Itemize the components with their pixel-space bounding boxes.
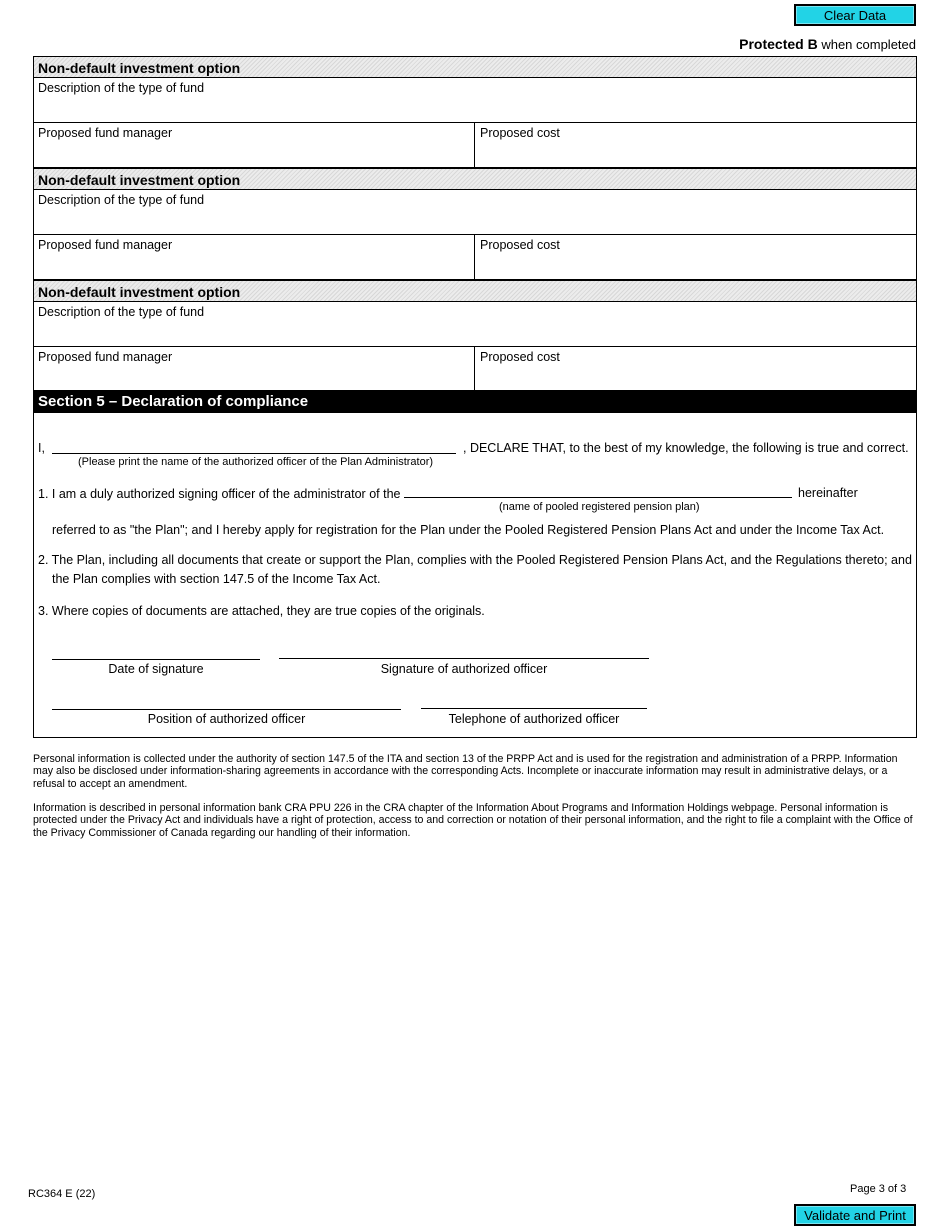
option-3-manager-label: Proposed fund manager: [38, 350, 173, 364]
item-1-hereinafter: hereinafter: [798, 486, 858, 500]
option-1-manager-field[interactable]: [35, 141, 472, 166]
date-of-signature-input[interactable]: [52, 640, 260, 659]
plan-name-hint: (name of pooled registered pension plan): [499, 501, 700, 513]
item-3-text: 3. Where copies of documents are attached, they are true copies of the originals.: [38, 604, 485, 618]
option-1-divider: [33, 122, 917, 123]
signature-line: [279, 658, 649, 659]
position-label: Position of authorized officer: [147, 712, 306, 726]
option-1-manager-label: Proposed fund manager: [38, 126, 173, 140]
option-1-header: Non-default investment option: [33, 56, 917, 78]
option-3-split: [474, 346, 475, 390]
officer-name-hint: (Please print the name of the authorized officer of the Plan Administrator): [78, 456, 434, 468]
option-2-split: [474, 234, 475, 279]
protected-suffix: when completed: [817, 37, 916, 52]
option-3-manager-field[interactable]: [35, 365, 472, 389]
section-5-header: Section 5 – Declaration of compliance: [33, 390, 917, 413]
privacy-notice-1: Personal information is collected under the authority of section 147.5 of the ITA and section 13 of the PRPP Act and is used for the registration and administration of a PRPP. Information may also be disclosed under information-sharing agreements in accordance with the corresponding Acts. Incomplete or inaccurate information may result in administrative delays, or a refusal to accept an amendment.: [33, 753, 898, 790]
plan-name-line: [404, 497, 792, 498]
option-2-manager-label: Proposed fund manager: [38, 238, 173, 252]
option-2-cost-field[interactable]: [477, 253, 915, 278]
officer-name-line: [52, 453, 456, 454]
position-input[interactable]: [52, 690, 401, 709]
date-of-signature-label: Date of signature: [108, 662, 204, 676]
option-3-cost-field[interactable]: [477, 365, 915, 389]
option-1-split: [474, 122, 475, 167]
option-2-description-field[interactable]: [35, 208, 915, 234]
option-3-header: Non-default investment option: [33, 280, 917, 302]
option-3-description-field[interactable]: [35, 320, 915, 346]
position-line: [52, 709, 401, 710]
item-2-line-1: 2. The Plan, including all documents that create or support the Plan, complies with the Pooled Registered Pension Plans Act, and the Regulations thereto; and: [38, 553, 912, 567]
officer-name-input[interactable]: [52, 437, 456, 453]
protected-b: Protected B: [739, 36, 818, 52]
clear-data-button[interactable]: Clear Data: [794, 4, 916, 26]
option-3-divider: [33, 346, 917, 347]
item-1-continuation: referred to as "the Plan"; and I hereby apply for registration for the Plan under the Pooled Registered Pension Plans Act and under the Income Tax Act.: [52, 523, 885, 537]
option-2-divider: [33, 234, 917, 235]
protected-label: [739, 36, 916, 52]
plan-name-input[interactable]: [404, 481, 792, 497]
option-1-cost-label: Proposed cost: [480, 126, 560, 140]
option-2-description-label: Description of the type of fund: [38, 193, 205, 207]
validate-and-print-button[interactable]: Validate and Print: [794, 1204, 916, 1226]
declare-text: , DECLARE THAT, to the best of my knowledge, the following is true and correct.: [463, 441, 909, 455]
signature-area[interactable]: [279, 638, 649, 658]
telephone-input[interactable]: [421, 689, 647, 708]
form-code: RC364 E (22): [28, 1188, 96, 1200]
option-2-cost-label: Proposed cost: [480, 238, 560, 252]
privacy-notice-2: Information is described in personal information bank CRA PPU 226 in the CRA chapter of the Information About Programs and Information Holdings webpage. Personal information is protected under the Privacy Act and individuals have a right of protection, access to and correction or notation of their personal information, and the right to file a complaint with the Office of the Privacy Commissioner of Canada regarding our handling of their information.: [33, 802, 913, 839]
option-1-cost-field[interactable]: [477, 141, 915, 166]
option-3-description-label: Description of the type of fund: [38, 305, 205, 319]
declaration-i-prefix: I,: [38, 441, 45, 455]
option-1-description-field[interactable]: [35, 96, 915, 122]
telephone-line: [421, 708, 647, 709]
item-2-line-2: the Plan complies with section 147.5 of the Income Tax Act.: [52, 572, 381, 586]
option-3-cost-label: Proposed cost: [480, 350, 560, 364]
item-1-text: 1. I am a duly authorized signing officer of the administrator of the: [38, 487, 401, 501]
date-line: [52, 659, 260, 660]
option-1-description-label: Description of the type of fund: [38, 81, 205, 95]
option-2-manager-field[interactable]: [35, 253, 472, 278]
page-number: Page 3 of 3: [850, 1183, 907, 1195]
signature-label: Signature of authorized officer: [380, 662, 548, 676]
telephone-label: Telephone of authorized officer: [448, 712, 620, 726]
option-2-header: Non-default investment option: [33, 168, 917, 190]
